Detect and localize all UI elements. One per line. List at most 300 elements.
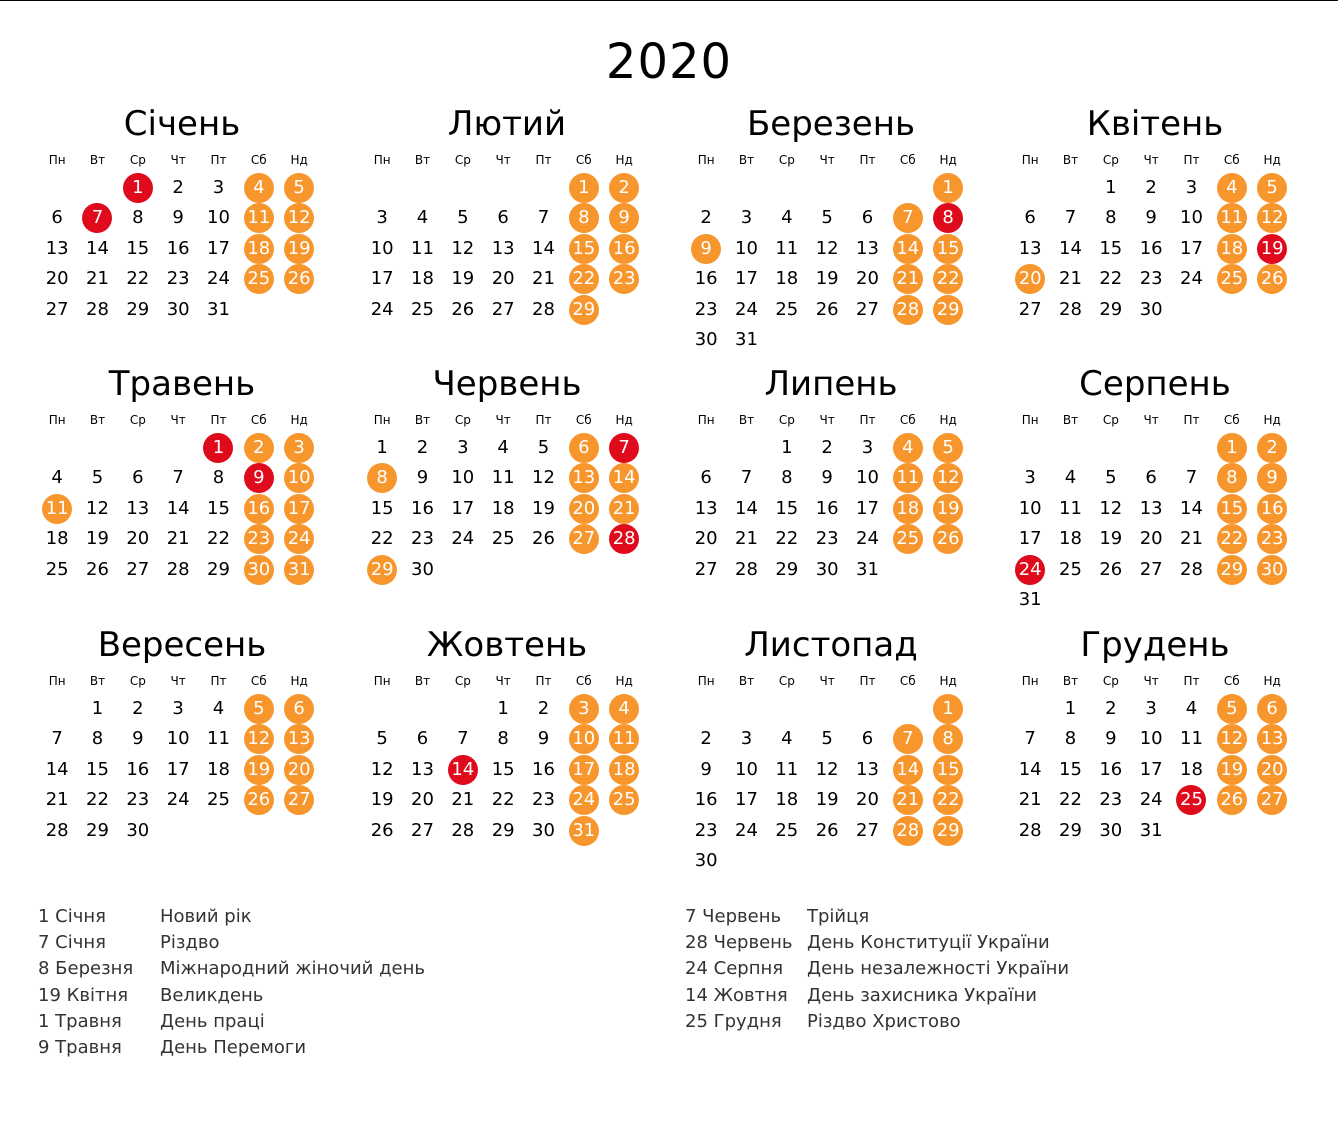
month-title: Квітень [1086,104,1224,144]
day-cell: 11 [775,758,799,780]
weekday-label: Чт [1143,413,1159,427]
day-cell: 29 [569,295,599,325]
day-cell: 14 [532,237,555,259]
weekday-label: Ср [129,413,146,427]
month-title: Серпень [1079,364,1231,404]
day-cell: 1 [1064,698,1077,719]
day-cell: 26 [451,298,475,320]
day-cell: 31 [1139,819,1163,841]
day-cell: 1 [1217,433,1247,463]
day-cell: 18 [491,497,515,519]
weekday-label: Вт [1062,153,1079,167]
day-cell: 25 [207,789,230,811]
day-cell: 19 [815,789,839,811]
weekday-label: Нд [290,153,308,167]
day-cell: 5 [537,437,550,458]
day-cell: 29 [207,558,230,580]
weekday-label: Ср [129,153,146,167]
day-cell: 5 [457,207,469,229]
weekday-label: Чт [495,153,511,167]
day-cell: 23 [532,789,555,811]
day-cell: 20 [411,789,434,811]
weekday-label: Пн [48,674,66,688]
day-cell: 12 [244,724,274,754]
day-cell: 15 [775,497,799,519]
day-cell: 8 [1064,728,1077,750]
day-cell: 11 [1059,497,1082,519]
day-cell: 13 [491,237,515,259]
day-cell: 3 [1145,698,1157,719]
top-border [0,0,1338,1]
day-cell: 4 [781,207,793,229]
day-cell: 26 [1217,785,1247,815]
day-cell: 20 [1015,264,1045,294]
day-cell: 30 [532,819,555,841]
weekday-label: Сб [250,413,267,427]
day-cell: 6 [1024,207,1036,229]
day-cell: 8 [497,728,509,750]
day-cell: 7 [1024,728,1036,750]
day-cell: 23 [244,524,274,554]
day-cell: 4 [1217,173,1247,203]
weekday-label: Чт [819,674,835,688]
day-cell: 21 [893,785,923,815]
day-cell: 2 [1105,698,1117,719]
weekday-label: Нд [939,153,957,167]
day-cell: 28 [893,295,923,325]
legend-holiday-name: Великдень [160,984,264,1006]
day-cell: 16 [1139,237,1163,259]
weekday-label: Сб [899,153,916,167]
weekday-label: Нд [1263,674,1281,688]
month-title: Листопад [744,625,918,665]
day-cell: 12 [284,203,314,233]
day-cell: 28 [1059,298,1082,320]
weekday-label: Сб [899,674,916,688]
day-cell: 19 [86,528,109,550]
day-cell: 5 [376,728,388,750]
legend-date: 9 Травня [38,1037,122,1058]
day-cell: 8 [933,724,963,754]
day-cell: 3 [1185,177,1198,198]
weekday-label: Вт [738,153,755,167]
day-cell: 21 [1018,789,1042,811]
day-cell: 13 [1257,724,1287,754]
weekday-label: Ср [1102,413,1119,427]
day-cell: 4 [1185,698,1198,719]
day-cell: 6 [284,694,314,724]
day-cell: 18 [244,234,274,264]
day-cell: 3 [457,437,469,458]
day-cell: 29 [491,819,515,841]
day-cell: 22 [1099,268,1123,290]
day-cell: 21 [893,264,923,294]
legend-date: 7 Січня [38,932,106,954]
day-cell: 15 [569,234,599,264]
weekday-label: Вт [414,674,431,688]
day-cell: 7 [51,728,63,750]
day-cell: 10 [1018,497,1042,519]
day-cell: 14 [735,497,758,519]
day-cell: 1 [933,173,963,203]
day-cell: 6 [416,728,429,750]
day-cell: 27 [411,819,434,841]
weekday-label: Пт [535,674,552,688]
day-cell: 5 [244,694,274,724]
day-cell: 26 [815,819,839,841]
day-cell: 26 [86,558,109,580]
day-cell: 12 [451,237,475,259]
day-cell: 9 [244,463,274,493]
day-cell: 11 [609,724,639,754]
day-cell: 13 [569,463,599,493]
day-cell: 28 [166,558,190,580]
day-cell: 31 [856,558,879,580]
legend-date: 25 Грудня [685,1010,782,1032]
day-cell: 23 [1099,789,1123,811]
day-cell: 9 [691,234,721,264]
day-cell: 1 [1105,177,1117,198]
day-cell: 13 [1139,497,1163,519]
day-cell: 15 [933,755,963,785]
day-cell: 1 [203,433,233,463]
day-cell: 31 [207,298,230,320]
day-cell: 17 [569,755,599,785]
day-cell: 22 [370,528,394,550]
day-cell: 14 [166,497,190,519]
day-cell: 3 [569,694,599,724]
day-cell: 24 [735,819,758,841]
day-cell: 28 [893,816,923,846]
weekday-label: Ср [129,674,146,688]
day-cell: 19 [284,234,314,264]
day-cell: 5 [821,728,833,750]
legend-holiday-name: День незалежності України [807,958,1070,980]
day-cell: 8 [1217,463,1247,493]
legend-holiday-name: Новий рік [160,906,252,927]
day-cell: 8 [91,728,104,750]
day-cell: 21 [1180,528,1203,550]
day-cell: 13 [45,237,69,259]
legend-holiday-name: Різдво Христово [807,1010,961,1032]
day-cell: 26 [1257,264,1287,294]
weekday-label: Ср [454,153,471,167]
weekday-label: Ср [1102,153,1119,167]
day-cell: 16 [244,494,274,524]
day-cell: 14 [45,758,69,780]
day-cell: 6 [861,728,874,750]
day-cell: 3 [172,698,184,719]
day-cell: 25 [411,298,434,320]
day-cell: 25 [491,528,515,550]
day-cell: 11 [491,467,515,489]
day-cell: 9 [1257,463,1287,493]
day-cell: 6 [1257,694,1287,724]
day-cell: 10 [451,467,475,489]
weekday-label: Пт [1183,413,1200,427]
day-cell: 11 [893,463,923,493]
day-cell: 16 [694,789,718,811]
day-cell: 3 [740,207,753,229]
day-cell: 10 [284,463,314,493]
day-cell: 16 [532,758,555,780]
day-cell: 20 [1257,755,1287,785]
day-cell: 29 [775,558,799,580]
day-cell: 30 [126,819,150,841]
day-cell: 4 [244,173,274,203]
day-cell: 8 [933,203,963,233]
day-cell: 4 [416,207,429,229]
day-cell: 30 [694,850,718,871]
day-cell: 9 [172,207,184,229]
day-cell: 29 [1059,819,1082,841]
legend-holiday-name: День Перемоги [160,1037,307,1058]
day-cell: 24 [1180,268,1203,290]
day-cell: 16 [1257,494,1287,524]
day-cell: 9 [537,728,550,750]
day-cell: 27 [694,558,718,580]
day-cell: 30 [694,329,718,350]
day-cell: 10 [735,758,758,780]
day-cell: 2 [244,433,274,463]
day-cell: 21 [609,494,639,524]
day-cell: 2 [132,698,144,719]
day-cell: 24 [370,298,394,320]
day-cell: 17 [370,268,394,290]
year-title: 2020 [605,34,733,90]
day-cell: 6 [861,207,874,229]
day-cell: 7 [893,203,923,233]
day-cell: 28 [1018,819,1042,841]
day-cell: 24 [735,298,758,320]
day-cell: 21 [166,528,190,550]
day-cell: 21 [1059,268,1082,290]
day-cell: 30 [815,558,839,580]
day-cell: 4 [781,728,793,750]
day-cell: 15 [1059,758,1082,780]
day-cell: 26 [1099,558,1123,580]
day-cell: 27 [126,558,150,580]
day-cell: 24 [569,785,599,815]
day-cell: 21 [735,528,758,550]
day-cell: 7 [893,724,923,754]
day-cell: 20 [284,755,314,785]
day-cell: 10 [370,237,394,259]
legend-holiday-name: День праці [160,1010,265,1032]
day-cell: 19 [1257,234,1287,264]
weekday-label: Ср [1102,674,1119,688]
legend-date: 1 Січня [38,906,106,927]
day-cell: 7 [1185,467,1198,489]
day-cell: 18 [45,528,69,550]
day-cell: 29 [126,298,150,320]
day-cell: 18 [775,268,799,290]
day-cell: 23 [411,528,434,550]
day-cell: 22 [933,264,963,294]
day-cell: 20 [856,789,879,811]
day-cell: 14 [1180,497,1203,519]
day-cell: 4 [497,437,509,458]
weekday-label: Пн [1021,674,1039,688]
weekday-label: Сб [575,674,592,688]
day-cell: 13 [1018,237,1042,259]
day-cell: 2 [821,437,833,458]
day-cell: 17 [451,497,475,519]
weekday-label: Пт [210,153,227,167]
weekday-label: Ср [778,674,795,688]
day-cell: 12 [1257,203,1287,233]
day-cell: 7 [609,433,639,463]
day-cell: 11 [1180,728,1203,750]
day-cell: 14 [893,755,923,785]
day-cell: 7 [172,467,184,489]
day-cell: 18 [1217,234,1247,264]
day-cell: 11 [244,203,274,233]
day-cell: 15 [1099,237,1123,259]
day-cell: 2 [416,437,429,458]
day-cell: 10 [1180,207,1203,229]
day-cell: 22 [569,264,599,294]
day-cell: 22 [1217,524,1247,554]
day-cell: 25 [893,524,923,554]
day-cell: 24 [856,528,879,550]
day-cell: 21 [86,268,109,290]
day-cell: 19 [532,497,555,519]
day-cell: 20 [491,268,515,290]
day-cell: 9 [609,203,639,233]
day-cell: 23 [609,264,639,294]
day-cell: 27 [1139,558,1163,580]
day-cell: 23 [694,819,718,841]
day-cell: 20 [856,268,879,290]
day-cell: 19 [1217,755,1247,785]
weekday-label: Сб [250,153,267,167]
day-cell: 7 [82,203,112,233]
day-cell: 27 [45,298,69,320]
day-cell: 26 [933,524,963,554]
weekday-label: Вт [738,674,755,688]
day-cell: 27 [856,298,879,320]
day-cell: 31 [569,816,599,846]
weekday-label: Вт [738,413,755,427]
day-cell: 11 [207,728,230,750]
day-cell: 5 [1257,173,1287,203]
day-cell: 21 [45,789,69,811]
day-cell: 2 [537,698,550,719]
weekday-label: Сб [1223,413,1240,427]
day-cell: 5 [1217,694,1247,724]
day-cell: 6 [1145,467,1157,489]
day-cell: 5 [933,433,963,463]
weekday-label: Пт [210,413,227,427]
day-cell: 7 [1064,207,1077,229]
day-cell: 8 [367,463,397,493]
day-cell: 3 [284,433,314,463]
day-cell: 10 [166,728,190,750]
day-cell: 13 [126,497,150,519]
day-cell: 23 [126,789,150,811]
day-cell: 10 [1139,728,1163,750]
legend-date: 7 Червень [685,906,782,927]
day-cell: 13 [284,724,314,754]
day-cell: 2 [700,207,712,229]
day-cell: 24 [1015,555,1045,585]
day-cell: 15 [207,497,230,519]
day-cell: 31 [284,555,314,585]
day-cell: 16 [126,758,150,780]
day-cell: 19 [933,494,963,524]
day-cell: 16 [1099,758,1123,780]
month-title: Січень [123,104,241,144]
day-cell: 25 [244,264,274,294]
day-cell: 18 [1180,758,1203,780]
day-cell: 6 [569,433,599,463]
weekday-label: Пн [697,413,715,427]
day-cell: 30 [411,558,434,580]
day-cell: 23 [166,268,190,290]
day-cell: 12 [933,463,963,493]
day-cell: 28 [451,819,475,841]
day-cell: 25 [1217,264,1247,294]
day-cell: 22 [1059,789,1082,811]
day-cell: 19 [1099,528,1123,550]
day-cell: 14 [609,463,639,493]
weekday-label: Ср [454,413,471,427]
weekday-label: Чт [495,674,511,688]
day-cell: 21 [451,789,475,811]
day-cell: 6 [497,207,509,229]
weekday-label: Ср [778,413,795,427]
day-cell: 3 [861,437,874,458]
day-cell: 4 [212,698,225,719]
day-cell: 2 [1257,433,1287,463]
day-cell: 12 [1217,724,1247,754]
day-cell: 9 [132,728,144,750]
day-cell: 18 [609,755,639,785]
day-cell: 26 [284,264,314,294]
day-cell: 22 [933,785,963,815]
day-cell: 3 [740,728,753,750]
weekday-label: Чт [170,153,186,167]
day-cell: 9 [821,467,833,489]
weekday-label: Сб [575,413,592,427]
weekday-label: Пн [1021,413,1039,427]
legend-holiday-name: День Конституції України [807,932,1050,954]
day-cell: 1 [781,437,793,458]
legend-date: 24 Серпня [685,958,784,980]
day-cell: 11 [775,237,799,259]
day-cell: 29 [933,295,963,325]
day-cell: 14 [1059,237,1082,259]
day-cell: 9 [700,758,712,780]
weekday-label: Нд [939,674,957,688]
month-title: Березень [746,104,915,144]
month-title: Грудень [1080,625,1230,665]
weekday-label: Пн [373,674,391,688]
weekday-label: Пт [535,153,552,167]
day-cell: 22 [491,789,515,811]
day-cell: 24 [451,528,475,550]
weekday-label: Чт [1143,674,1159,688]
day-cell: 31 [1018,589,1042,610]
day-cell: 13 [856,758,879,780]
weekday-label: Нд [615,153,633,167]
day-cell: 7 [457,728,469,750]
day-cell: 10 [207,207,230,229]
weekday-label: Нд [615,674,633,688]
weekday-label: Чт [819,153,835,167]
day-cell: 2 [700,728,712,750]
